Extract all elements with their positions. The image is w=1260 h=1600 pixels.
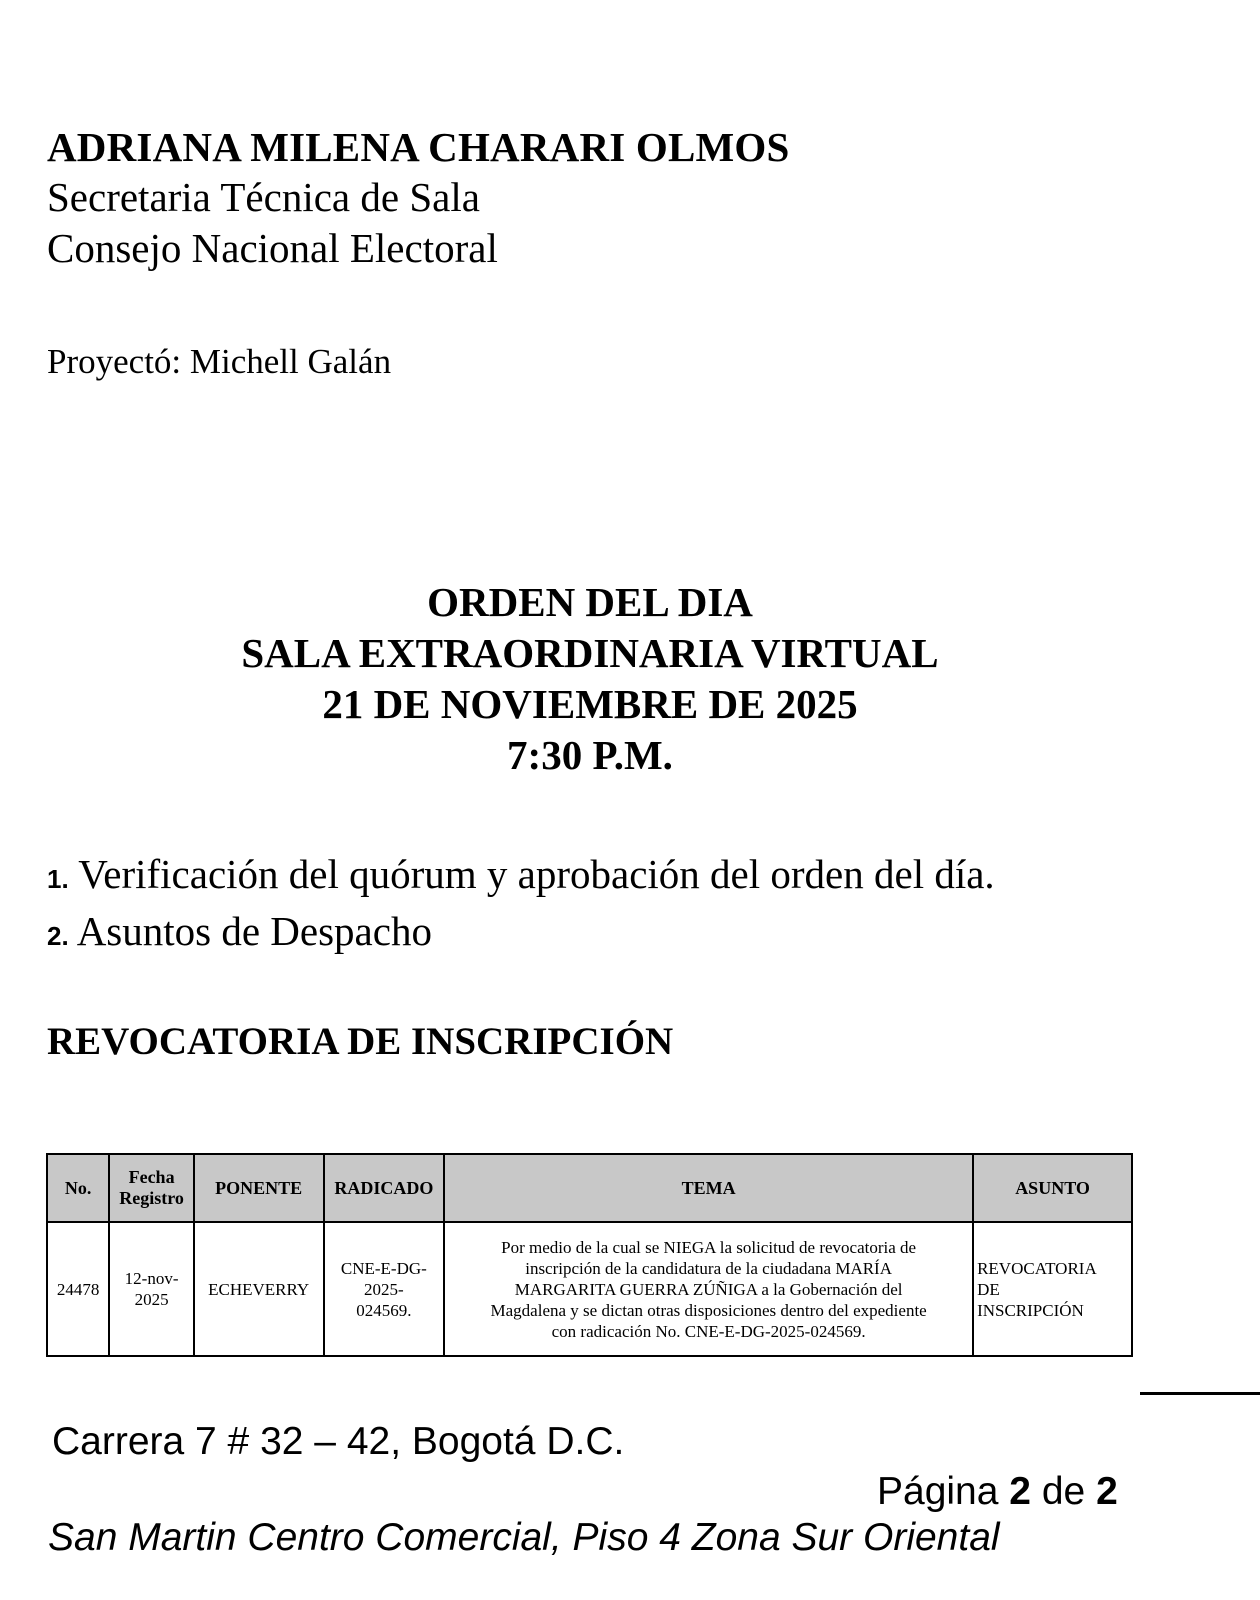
header-no: No. xyxy=(47,1154,109,1222)
cell-fecha xyxy=(109,1222,193,1356)
table-header-row xyxy=(47,1154,1132,1222)
header-registro-line: Registro xyxy=(119,1188,184,1208)
document-title xyxy=(0,577,1180,781)
cell-radicado-line: CNE-E-DG- xyxy=(340,1258,427,1278)
title-line-1: ORDEN DEL DIA xyxy=(427,579,753,625)
header-tema: TEMA xyxy=(444,1154,973,1222)
cell-fecha-line: 12-nov- xyxy=(124,1269,179,1288)
cell-fecha-line: 2025 xyxy=(134,1290,169,1309)
cell-tema xyxy=(444,1222,973,1356)
section-heading: REVOCATORIA DE INSCRIPCIÓN xyxy=(47,1020,674,1063)
agenda-table xyxy=(46,1153,1133,1357)
page-prefix: Página xyxy=(877,1470,999,1513)
signatory-organization: Consejo Nacional Electoral xyxy=(47,225,498,271)
header-radicado: RADICADO xyxy=(324,1154,445,1222)
agenda-item-number: 2. xyxy=(47,921,69,951)
cell-tema-line: inscripción de la candidatura de la ciudadana MARÍA xyxy=(525,1258,892,1278)
cell-tema-line: Magdalena y se dictan otras disposiciones dentro del expediente xyxy=(490,1300,927,1320)
cell-asunto-line: REVOCATORIA xyxy=(977,1258,1097,1278)
footer-page-number xyxy=(877,1470,1118,1514)
title-line-2: SALA EXTRAORDINARIA VIRTUAL xyxy=(241,630,939,676)
agenda-item-text: Asuntos de Despacho xyxy=(76,908,432,954)
cell-radicado-line: 2025- xyxy=(363,1279,404,1299)
proyecto-line: Proyectó: Michell Galán xyxy=(47,342,392,381)
page-separator: de xyxy=(1041,1470,1086,1513)
cell-tema-line: MARGARITA GUERRA ZÚÑIGA a la Gobernación del xyxy=(514,1279,903,1299)
cell-radicado-line: 024569. xyxy=(356,1300,412,1320)
cell-asunto-line: DE xyxy=(977,1279,1000,1299)
page-total: 2 xyxy=(1096,1470,1118,1513)
table-row xyxy=(47,1222,1132,1356)
header-fecha-line: Fecha xyxy=(128,1167,175,1187)
cell-radicado xyxy=(324,1222,445,1356)
footer-location: San Martin Centro Comercial, Piso 4 Zona Sur Oriental xyxy=(48,1516,1000,1559)
cell-asunto xyxy=(973,1222,1132,1356)
title-line-4: 7:30 P.M. xyxy=(507,732,673,778)
footer-divider xyxy=(1140,1392,1260,1395)
cell-asunto-line: INSCRIPCIÓN xyxy=(977,1300,1084,1320)
cell-tema-line: Por medio de la cual se NIEGA la solicitud de revocatoria de xyxy=(501,1237,917,1257)
header-asunto: ASUNTO xyxy=(973,1154,1132,1222)
signatory-role: Secretaria Técnica de Sala xyxy=(47,174,480,220)
signatory-name: ADRIANA MILENA CHARARI OLMOS xyxy=(47,124,790,170)
cell-tema-line: con radicación No. CNE-E-DG-2025-024569. xyxy=(551,1321,866,1341)
header-fecha-registro xyxy=(109,1154,193,1222)
agenda-item xyxy=(47,905,995,962)
cell-ponente: ECHEVERRY xyxy=(194,1222,324,1356)
header-ponente: PONENTE xyxy=(194,1154,324,1222)
agenda-item-number: 1. xyxy=(47,864,69,894)
agenda-list xyxy=(47,848,995,962)
page-current: 2 xyxy=(1009,1470,1031,1513)
title-line-3: 21 DE NOVIEMBRE DE 2025 xyxy=(322,681,858,727)
agenda-item xyxy=(47,848,995,905)
footer-address: Carrera 7 # 32 – 42, Bogotá D.C. xyxy=(52,1420,625,1463)
agenda-item-text: Verificación del quórum y aprobación del orden del día. xyxy=(78,851,995,897)
cell-no: 24478 xyxy=(47,1222,109,1356)
